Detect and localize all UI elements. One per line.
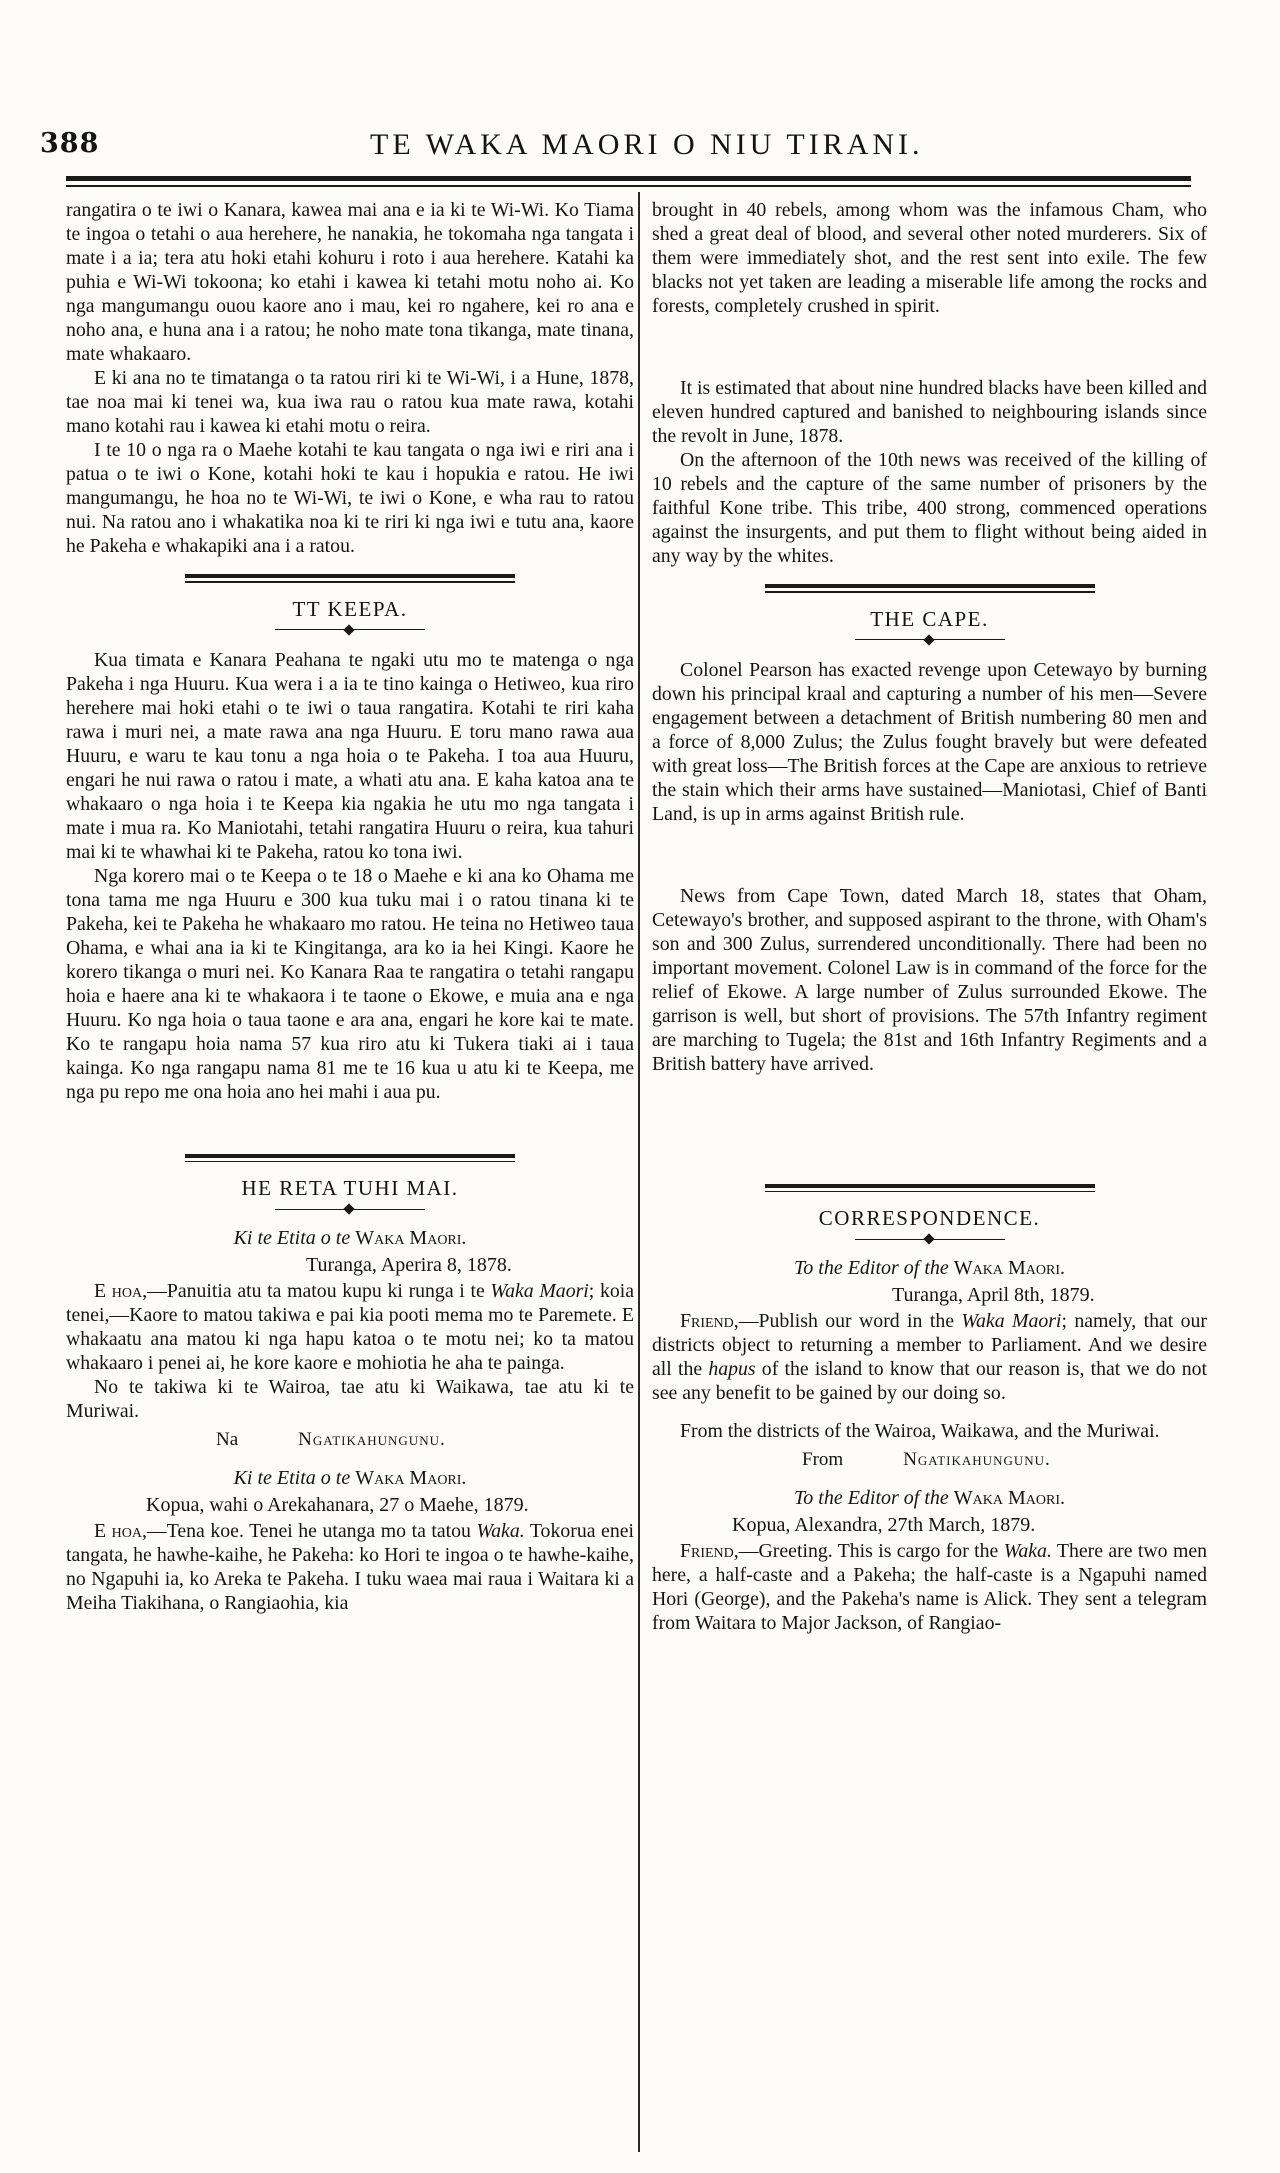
section-separator [185,1154,515,1163]
left-paragraph-2: E ki ana no te timatanga o ta ratou riri ki te Wi-Wi, i a Hune, 1878, tae noa mai ki tenei wa, kua iwa rau o ratou kua mate rawa, kotahi mano kotahi rau i kawea ki etahi motu o reira. [66,367,634,437]
addressee-text: Ki te Etita o te [233,1467,356,1489]
letter-addressee [66,1227,634,1250]
cape-paragraph-2: News from Cape Town, dated March 18, states that Oham, Cetewayo's brother, and supposed aspirant to the throne, with Oham's son and 300 Zulus, surrendered unconditionally. There had been no important movement. Colonel Law is in command of the force for the relief of Ekowe. A large number of Zulus surrounded Ekowe. The garrison is well, but short of provisions. The 57th Infantry regiment are marching to Tugela; the 81st and 16th Infantry Regiments and a British battery have arrived. [652,884,1207,1075]
signature-prefix: From [802,1449,844,1470]
letter-signature [652,1449,1207,1471]
signature-name: Ngatikahungunu. [298,1429,446,1450]
letter-signature [66,1429,634,1451]
letter-text: Tokorua enei tangata, he hawhe-kaihe, he Pakeha: ko Hori te ingoa o te hawhe-kaihe, no Ngapuhi ia, ko Areka te Pakeha. I tuku waea mai raua i Waitara ki a Meiha Tiakihana, o Rangiaohia, kia [66,1520,634,1614]
letter-body [66,1519,634,1615]
letter-place-date: Kopua, wahi o Arekahanara, 27 o Maehe, 1879. [146,1494,529,1516]
addressee-text: To the Editor of the [793,1487,954,1509]
masthead-title: TE WAKA MAORI O NIU TIRANI. [370,128,924,161]
right-paragraph-3: On the afternoon of the 10th news was received of the killing of 10 rebels and the capture of the same number of prisoners by the faithful Kone tribe. This tribe, 400 strong, commenced operations against the insurgents, and put them to flight without being aided in any way by the whites. [652,449,1207,567]
letter-italic: Waka Maori [961,1310,1062,1332]
letter-place-date: Kopua, Alexandra, 27th March, 1879. [732,1514,1036,1536]
signature-prefix: Na [216,1429,239,1450]
signature-name: Ngatikahungunu. [903,1449,1051,1470]
page-number: 388 [40,128,100,159]
header-rule-thick [66,176,1191,181]
letter-text: There are two men here, a half-caste and a Pakeha; the half-caste is a Ngapuhi named Hori (George), and the Pakeha's name is Alick. They sent a telegram from Waitara to Major Jackson, of Rangiao- [652,1540,1207,1634]
letter-paragraph-2: From the districts of the Wairoa, Waikawa, and the Muriwai. [680,1420,1160,1442]
addressee-paper: Waka Maori. [355,1227,467,1249]
left-column [66,198,634,1615]
section-title-keepa: TT KEEPA. [292,596,408,621]
left-paragraph-3: I te 10 o nga ra o Maehe kotahi te kau tangata o nga iwi e riri ana i patua o te iwi o Kone, kotahi hoki te kau i hopukia e ratou. He iwi mangumangu, he hoa no te Wi-Wi, te iwi o Kone, e wha rau to ratou nui. Na ratou ano i whakatika noa ki te riri ki nga iwi e tutu ana, kaore he Pakeha e whakapiki ana i a ratou. [66,439,634,557]
ornament-rule [275,626,425,634]
section-title-reta: HE RETA TUHI MAI. [241,1176,459,1200]
ornament-rule [855,1235,1005,1243]
letter-paragraph-2: No te takiwa ki te Wairoa, tae atu ki Waikawa, tae atu ki te Muriwai. [66,1376,634,1422]
right-column [652,198,1207,1635]
section-separator [185,574,515,583]
letter-body [652,1539,1207,1635]
letter-text: —Panuitia atu ta matou kupu ki runga i te [147,1280,491,1302]
section-separator [765,1184,1095,1193]
letter-greeting: Friend, [680,1310,739,1332]
letter-text: —Tena koe. Tenei he utanga mo ta tatou [146,1520,477,1542]
ornament-rule [855,636,1005,644]
letter-place-date: Turanga, Aperira 8, 1878. [306,1254,512,1276]
letter-greeting: Friend, [680,1540,739,1562]
keepa-paragraph-1: Kua timata e Kanara Peahana te ngaki utu mo te matenga o nga Pakeha i nga Huuru. Kua wera i a ia te tino kainga o Hetiweo, kua riro herehere mai hoki etahi o te iwi o taua rangatira. Kotahi te riri kaha rawa i muri nei, a mate rawa ana nga Huuru. E toru mano rawa aua Huuru, e waru te kau tonu a nga hoia o te Pakeha. I toa aua Huuru, engari he nui rawa o ratou i mate, a whati atu ana. E kaha katoa ana te whakaaro o nga hoia i te Keepa kia ngakia he utu mo nga tangata i mate i mua ra. Ko Maniotahi, tetahi rangatira Huuru o reira, kua tahuri mai ki te whawhai ki te Pakeha, ratou ko tona iwi. [66,648,634,863]
cape-paragraph-1: Colonel Pearson has exacted revenge upon Cetewayo by burning down his principal kraal and capturing a number of his men—Severe engagement between a detachment of British numbering 80 men and a force of 8,000 Zulus; the Zulus fought bravely but were defeated with great loss—The British forces at the Cape are anxious to retrieve the stain which their arms have sustained—Maniotasi, Chief of Banti Land, is up in arms against British rule. [652,658,1207,825]
letter-text: ; namely, that our districts object to returning a member to Parliament. And we desire all the [652,1310,1207,1380]
header-rule-thin [66,185,1191,187]
letter-body [66,1279,634,1375]
page-header [40,128,1205,168]
letter-italic: Waka. [476,1520,525,1542]
letter-greeting: E hoa, [94,1520,147,1542]
letter-italic: Waka. [1003,1540,1052,1562]
letter-italic: Waka Maori [490,1280,589,1302]
letter-italic: hapus [708,1358,756,1380]
right-paragraph-1: brought in 40 rebels, among whom was the infamous Cham, who shed a great deal of blood, and several other noted murderers. Six of them were immediately shot, and the rest sent into exile. The few blacks not yet taken are leading a miserable life among the rocks and forests, completely crushed in spirit. [652,199,1207,317]
section-title-cape: THE CAPE. [870,606,989,631]
addressee-text: To the Editor of the [793,1257,954,1279]
letter-text: ; koia tenei,—Kaore to matou takiwa e pai kia pooti mema mo te Paremete. E whakaatu ana matou ki nga hapu katoa o te motu nei; ko ta matou whakaaro i penei ai, he kore kaore e mohiotia he aha te painga. [66,1280,635,1374]
addressee-paper: Waka Maori. [355,1467,467,1489]
ornament-rule [275,1205,425,1213]
letter-addressee [66,1467,634,1490]
right-paragraph-2: It is estimated that about nine hundred blacks have been killed and eleven hundred captured and banished to neighbouring islands since the revolt in June, 1878. [652,377,1207,447]
addressee-paper: Waka Maori. [953,1487,1066,1509]
letter-addressee [652,1257,1207,1280]
column-divider [638,192,640,2152]
letter-body [652,1309,1207,1405]
letter-place-date: Turanga, April 8th, 1879. [892,1284,1095,1306]
letter-greeting: E hoa, [94,1280,148,1302]
letter-text: —Publish our word in the [738,1310,962,1332]
addressee-paper: Waka Maori. [953,1257,1066,1279]
addressee-text: Ki te Etita o te [233,1227,356,1249]
letter-addressee [652,1487,1207,1510]
letter-text: of the island to know that our reason is, that we do not see any benefit to be gained by our doing so. [652,1358,1207,1404]
keepa-paragraph-2: Nga korero mai o te Keepa o te 18 o Maehe e ki ana ko Ohama me tona tama me nga Huuru e 300 kua tuku mai i o ratou tinana ki te Pakeha, kei te Pakeha he whakaaro mo ratou. He teina no Hetiweo taua Ohama, e whai ana ia ki te Kingitanga, ara ko ia hei Kingi. Kaore he korero tikanga o muri nei. Ko Kanara Raa te rangatira o tetahi rangapu hoia e haere ana ki te whakaora i te taone o Ekowe, e muia ana e nga Huuru. Ko nga hoia o taua taone e ara ana, engari he kore kai te mate. Ko te rangapu hoia nama 57 kua riro atu ki Tukera tiaki ai i taua kainga. Ko nga rangapu nama 81 me te 16 kua u atu ki te Keepa, me nga pu repo me ona hoia ano hei mahi i aua pu. [66,864,634,1103]
section-title-correspondence: CORRESPONDENCE. [818,1206,1041,1230]
section-separator [765,584,1095,593]
left-paragraph-1: rangatira o te iwi o Kanara, kawea mai ana e ia ki te Wi-Wi. Ko Tiama te ingoa o tetahi o aua herehere, he nanakia, he tokomaha nga tangata i mate i a ia; tera atu hoki etahi kohuru i roto i aua herehere. Katahi ka puhia e Wi-Wi tokoona; ko etahi i kawea ki tetahi motu noho ai. Ko nga mangumangu ouou kaore ano i mau, kei ro ngahere, kei ro ana e noho ana, e huna ana i a ratou; he noho mate tona tikanga, mate tinana, mate whakaaro. [66,199,634,365]
letter-text: —Greeting. This is cargo for the [738,1540,1004,1562]
